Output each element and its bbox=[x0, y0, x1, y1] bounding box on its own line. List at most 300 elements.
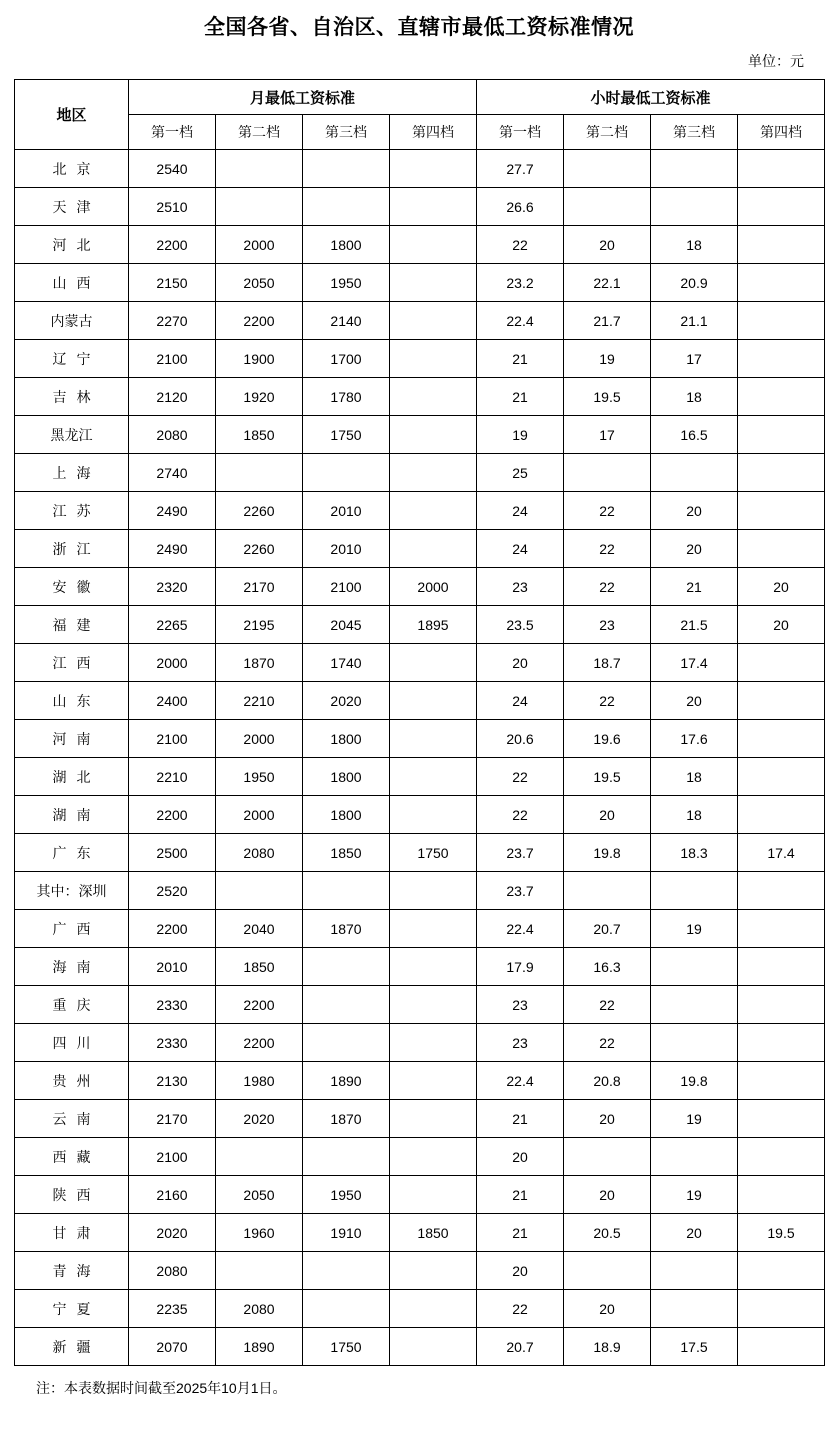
monthly-wage-cell: 1910 bbox=[303, 1214, 390, 1252]
monthly-wage-cell: 2080 bbox=[129, 1252, 216, 1290]
monthly-wage-cell: 2000 bbox=[216, 720, 303, 758]
hourly-wage-cell bbox=[564, 150, 651, 188]
hourly-wage-cell: 25 bbox=[477, 454, 564, 492]
monthly-wage-cell: 2200 bbox=[216, 302, 303, 340]
hourly-wage-cell bbox=[651, 872, 738, 910]
table-row bbox=[15, 644, 825, 682]
region-name: 天津 bbox=[52, 198, 101, 215]
monthly-wage-cell: 1960 bbox=[216, 1214, 303, 1252]
hourly-wage-cell: 20.6 bbox=[477, 720, 564, 758]
monthly-wage-cell bbox=[390, 1290, 477, 1328]
region-name-cell bbox=[15, 150, 129, 188]
monthly-wage-cell: 1750 bbox=[390, 834, 477, 872]
region-name-cell bbox=[15, 1138, 129, 1176]
region-name-cell bbox=[15, 948, 129, 986]
hourly-wage-cell: 20 bbox=[477, 644, 564, 682]
hourly-wage-cell: 22 bbox=[477, 796, 564, 834]
region-name-cell bbox=[15, 1214, 129, 1252]
hourly-wage-cell bbox=[738, 416, 825, 454]
hourly-wage-cell: 19 bbox=[651, 1176, 738, 1214]
hourly-wage-cell: 27.7 bbox=[477, 150, 564, 188]
hourly-wage-cell bbox=[738, 1290, 825, 1328]
table-row bbox=[15, 378, 825, 416]
monthly-wage-cell bbox=[303, 948, 390, 986]
table-row bbox=[15, 1214, 825, 1252]
region-name-cell bbox=[15, 1290, 129, 1328]
region-name: 湖北 bbox=[52, 768, 101, 785]
monthly-wage-cell: 2520 bbox=[129, 872, 216, 910]
region-name-cell bbox=[15, 796, 129, 834]
monthly-wage-cell: 2320 bbox=[129, 568, 216, 606]
hourly-wage-cell bbox=[651, 188, 738, 226]
monthly-wage-cell: 2170 bbox=[216, 568, 303, 606]
table-body bbox=[15, 150, 825, 1366]
region-name: 云南 bbox=[52, 1110, 101, 1127]
table-row bbox=[15, 530, 825, 568]
region-name-cell bbox=[15, 1176, 129, 1214]
region-name: 辽宁 bbox=[52, 350, 101, 367]
region-name-cell bbox=[15, 264, 129, 302]
region-name-cell bbox=[15, 378, 129, 416]
page-title: 全国各省、自治区、直辖市最低工资标准情况 bbox=[204, 16, 634, 39]
monthly-wage-cell: 2260 bbox=[216, 530, 303, 568]
hourly-wage-cell: 21 bbox=[477, 1176, 564, 1214]
region-name-cell bbox=[15, 1024, 129, 1062]
table-row bbox=[15, 986, 825, 1024]
hourly-wage-cell: 24 bbox=[477, 682, 564, 720]
hourly-wage-cell: 17 bbox=[651, 340, 738, 378]
monthly-wage-cell: 2100 bbox=[129, 340, 216, 378]
hourly-wage-cell bbox=[738, 454, 825, 492]
table-row bbox=[15, 302, 825, 340]
hourly-wage-cell: 22 bbox=[564, 1024, 651, 1062]
hourly-wage-cell: 18 bbox=[651, 796, 738, 834]
region-name: 广西 bbox=[52, 920, 101, 937]
region-name: 广东 bbox=[52, 844, 101, 861]
hourly-wage-cell bbox=[738, 1062, 825, 1100]
region-name-cell bbox=[15, 416, 129, 454]
hourly-wage-cell: 23 bbox=[477, 568, 564, 606]
region-name: 海南 bbox=[52, 958, 101, 975]
region-name: 福建 bbox=[52, 616, 101, 633]
monthly-wage-cell bbox=[390, 758, 477, 796]
region-name: 重庆 bbox=[52, 996, 101, 1013]
hourly-wage-cell: 19 bbox=[651, 910, 738, 948]
hourly-wage-cell: 21 bbox=[477, 1100, 564, 1138]
hourly-wage-cell bbox=[738, 492, 825, 530]
monthly-wage-cell: 2100 bbox=[303, 568, 390, 606]
region-name: 安徽 bbox=[52, 578, 101, 595]
monthly-wage-cell: 2010 bbox=[303, 492, 390, 530]
hourly-wage-cell: 19.8 bbox=[651, 1062, 738, 1100]
table-row bbox=[15, 454, 825, 492]
table-row bbox=[15, 682, 825, 720]
monthly-wage-cell bbox=[390, 302, 477, 340]
hourly-wage-cell: 19.5 bbox=[564, 758, 651, 796]
hourly-wage-cell: 22.1 bbox=[564, 264, 651, 302]
monthly-wage-cell bbox=[303, 872, 390, 910]
monthly-wage-cell: 2080 bbox=[216, 1290, 303, 1328]
table-header bbox=[15, 80, 825, 150]
hourly-wage-cell: 22 bbox=[564, 986, 651, 1024]
monthly-wage-cell bbox=[303, 1138, 390, 1176]
hourly-wage-cell: 22 bbox=[564, 492, 651, 530]
monthly-wage-cell: 2020 bbox=[216, 1100, 303, 1138]
column-header-hourly-level-4: 第四档 bbox=[738, 115, 825, 150]
monthly-wage-cell bbox=[216, 872, 303, 910]
table-row bbox=[15, 834, 825, 872]
monthly-wage-cell bbox=[303, 1252, 390, 1290]
monthly-wage-cell: 2050 bbox=[216, 1176, 303, 1214]
hourly-wage-cell: 20.7 bbox=[564, 910, 651, 948]
monthly-wage-cell: 1870 bbox=[216, 644, 303, 682]
hourly-wage-cell: 17 bbox=[564, 416, 651, 454]
hourly-wage-cell: 20 bbox=[564, 226, 651, 264]
monthly-wage-cell bbox=[303, 188, 390, 226]
monthly-wage-cell: 1870 bbox=[303, 910, 390, 948]
column-header-hourly-level-1: 第一档 bbox=[477, 115, 564, 150]
region-name: 四川 bbox=[52, 1034, 101, 1051]
region-name: 甘肃 bbox=[52, 1224, 101, 1241]
region-name-cell bbox=[15, 758, 129, 796]
region-name-cell bbox=[15, 226, 129, 264]
hourly-wage-cell bbox=[651, 948, 738, 986]
monthly-wage-cell: 2100 bbox=[129, 1138, 216, 1176]
region-name: 青海 bbox=[52, 1262, 101, 1279]
monthly-wage-cell bbox=[303, 150, 390, 188]
region-name-cell bbox=[15, 454, 129, 492]
hourly-wage-cell: 19 bbox=[651, 1100, 738, 1138]
hourly-wage-cell: 18 bbox=[651, 378, 738, 416]
monthly-wage-cell bbox=[390, 796, 477, 834]
region-name-cell bbox=[15, 606, 129, 644]
monthly-wage-cell: 2080 bbox=[216, 834, 303, 872]
region-name: 陕西 bbox=[52, 1186, 101, 1203]
table-row bbox=[15, 340, 825, 378]
region-name: 其中：深圳 bbox=[36, 882, 107, 899]
region-name: 新疆 bbox=[52, 1338, 101, 1355]
monthly-wage-cell bbox=[390, 1100, 477, 1138]
monthly-wage-cell: 1750 bbox=[303, 416, 390, 454]
region-name-cell bbox=[15, 910, 129, 948]
monthly-wage-cell: 2265 bbox=[129, 606, 216, 644]
monthly-wage-cell bbox=[390, 1252, 477, 1290]
monthly-wage-cell: 1780 bbox=[303, 378, 390, 416]
monthly-wage-cell: 2200 bbox=[129, 796, 216, 834]
monthly-wage-cell: 2270 bbox=[129, 302, 216, 340]
hourly-wage-cell: 20 bbox=[564, 1100, 651, 1138]
hourly-wage-cell: 20 bbox=[651, 492, 738, 530]
hourly-wage-cell bbox=[651, 986, 738, 1024]
region-name-cell bbox=[15, 1328, 129, 1366]
region-name-cell bbox=[15, 720, 129, 758]
monthly-wage-cell bbox=[390, 1176, 477, 1214]
hourly-wage-cell: 22 bbox=[564, 568, 651, 606]
table-row bbox=[15, 1176, 825, 1214]
hourly-wage-cell: 20 bbox=[477, 1252, 564, 1290]
hourly-wage-cell bbox=[738, 986, 825, 1024]
monthly-wage-cell: 2050 bbox=[216, 264, 303, 302]
monthly-wage-cell: 1700 bbox=[303, 340, 390, 378]
hourly-wage-cell bbox=[738, 1252, 825, 1290]
table-row bbox=[15, 720, 825, 758]
hourly-wage-cell: 21 bbox=[651, 568, 738, 606]
region-name-cell bbox=[15, 492, 129, 530]
region-name: 江苏 bbox=[52, 502, 101, 519]
hourly-wage-cell: 20.9 bbox=[651, 264, 738, 302]
hourly-wage-cell: 24 bbox=[477, 492, 564, 530]
hourly-wage-cell bbox=[564, 1138, 651, 1176]
hourly-wage-cell: 21 bbox=[477, 340, 564, 378]
hourly-wage-cell: 20 bbox=[738, 606, 825, 644]
monthly-wage-cell bbox=[390, 416, 477, 454]
monthly-wage-cell bbox=[216, 188, 303, 226]
monthly-wage-cell bbox=[303, 1290, 390, 1328]
table-row bbox=[15, 1252, 825, 1290]
monthly-wage-cell: 2045 bbox=[303, 606, 390, 644]
monthly-wage-cell: 2500 bbox=[129, 834, 216, 872]
region-name-cell bbox=[15, 530, 129, 568]
table-row bbox=[15, 226, 825, 264]
region-name: 内蒙古 bbox=[50, 312, 93, 329]
monthly-wage-cell: 1800 bbox=[303, 796, 390, 834]
region-name-cell bbox=[15, 872, 129, 910]
monthly-wage-cell: 2130 bbox=[129, 1062, 216, 1100]
monthly-wage-cell: 1950 bbox=[216, 758, 303, 796]
column-group-monthly: 月最低工资标准 bbox=[129, 80, 477, 115]
monthly-wage-cell: 1920 bbox=[216, 378, 303, 416]
region-name-cell bbox=[15, 1252, 129, 1290]
region-name-cell bbox=[15, 568, 129, 606]
region-name: 吉林 bbox=[52, 388, 101, 405]
hourly-wage-cell: 18 bbox=[651, 758, 738, 796]
hourly-wage-cell: 18 bbox=[651, 226, 738, 264]
monthly-wage-cell: 2210 bbox=[129, 758, 216, 796]
table-row bbox=[15, 150, 825, 188]
hourly-wage-cell: 21.7 bbox=[564, 302, 651, 340]
hourly-wage-cell bbox=[738, 910, 825, 948]
table-row bbox=[15, 1024, 825, 1062]
monthly-wage-cell: 1890 bbox=[216, 1328, 303, 1366]
hourly-wage-cell bbox=[651, 150, 738, 188]
hourly-wage-cell bbox=[738, 1328, 825, 1366]
monthly-wage-cell: 1800 bbox=[303, 226, 390, 264]
monthly-wage-cell: 2020 bbox=[129, 1214, 216, 1252]
monthly-wage-cell: 2140 bbox=[303, 302, 390, 340]
monthly-wage-cell: 2150 bbox=[129, 264, 216, 302]
monthly-wage-cell: 2210 bbox=[216, 682, 303, 720]
hourly-wage-cell bbox=[738, 1100, 825, 1138]
monthly-wage-cell: 1750 bbox=[303, 1328, 390, 1366]
hourly-wage-cell: 20 bbox=[651, 530, 738, 568]
monthly-wage-cell: 2000 bbox=[129, 644, 216, 682]
monthly-wage-cell: 1800 bbox=[303, 720, 390, 758]
monthly-wage-cell: 1890 bbox=[303, 1062, 390, 1100]
hourly-wage-cell bbox=[738, 948, 825, 986]
monthly-wage-cell: 2020 bbox=[303, 682, 390, 720]
monthly-wage-cell bbox=[390, 1138, 477, 1176]
column-header-monthly-level-2: 第二档 bbox=[216, 115, 303, 150]
monthly-wage-cell: 2490 bbox=[129, 492, 216, 530]
unit-label: 单位：元 bbox=[748, 53, 804, 70]
hourly-wage-cell: 20.7 bbox=[477, 1328, 564, 1366]
region-name: 黑龙江 bbox=[50, 426, 93, 443]
table-note: 注：本表数据时间截至2025年10月1日。 bbox=[36, 1380, 287, 1397]
hourly-wage-cell bbox=[738, 188, 825, 226]
monthly-wage-cell bbox=[390, 720, 477, 758]
monthly-wage-cell bbox=[390, 378, 477, 416]
hourly-wage-cell bbox=[738, 340, 825, 378]
monthly-wage-cell: 2400 bbox=[129, 682, 216, 720]
monthly-wage-cell: 2200 bbox=[129, 226, 216, 264]
hourly-wage-cell: 20 bbox=[564, 1290, 651, 1328]
monthly-wage-cell bbox=[390, 530, 477, 568]
column-header-monthly-level-4: 第四档 bbox=[390, 115, 477, 150]
region-name: 浙江 bbox=[52, 540, 101, 557]
monthly-wage-cell: 2260 bbox=[216, 492, 303, 530]
monthly-wage-cell bbox=[390, 1062, 477, 1100]
monthly-wage-cell bbox=[390, 644, 477, 682]
monthly-wage-cell bbox=[216, 1252, 303, 1290]
hourly-wage-cell: 21.1 bbox=[651, 302, 738, 340]
hourly-wage-cell bbox=[564, 188, 651, 226]
monthly-wage-cell bbox=[390, 188, 477, 226]
hourly-wage-cell: 20 bbox=[477, 1138, 564, 1176]
hourly-wage-cell: 19.8 bbox=[564, 834, 651, 872]
monthly-wage-cell: 1850 bbox=[216, 416, 303, 454]
hourly-wage-cell: 20.5 bbox=[564, 1214, 651, 1252]
hourly-wage-cell bbox=[738, 530, 825, 568]
hourly-wage-cell: 21 bbox=[477, 1214, 564, 1252]
hourly-wage-cell: 17.4 bbox=[651, 644, 738, 682]
monthly-wage-cell bbox=[390, 986, 477, 1024]
hourly-wage-cell bbox=[738, 796, 825, 834]
hourly-wage-cell: 22.4 bbox=[477, 1062, 564, 1100]
hourly-wage-cell bbox=[564, 872, 651, 910]
monthly-wage-cell bbox=[390, 682, 477, 720]
hourly-wage-cell bbox=[738, 378, 825, 416]
monthly-wage-cell bbox=[216, 1138, 303, 1176]
monthly-wage-cell: 2120 bbox=[129, 378, 216, 416]
column-header-monthly-level-3: 第三档 bbox=[303, 115, 390, 150]
hourly-wage-cell: 23 bbox=[477, 986, 564, 1024]
table-row bbox=[15, 188, 825, 226]
table-header-row-groups bbox=[15, 80, 825, 115]
table-row bbox=[15, 416, 825, 454]
monthly-wage-cell bbox=[390, 910, 477, 948]
table-row bbox=[15, 1100, 825, 1138]
hourly-wage-cell: 23.7 bbox=[477, 834, 564, 872]
hourly-wage-cell: 18.3 bbox=[651, 834, 738, 872]
monthly-wage-cell bbox=[390, 264, 477, 302]
table-row bbox=[15, 948, 825, 986]
monthly-wage-cell: 1850 bbox=[390, 1214, 477, 1252]
table-row bbox=[15, 568, 825, 606]
monthly-wage-cell: 2740 bbox=[129, 454, 216, 492]
hourly-wage-cell: 22.4 bbox=[477, 302, 564, 340]
minimum-wage-table bbox=[14, 79, 825, 1366]
hourly-wage-cell bbox=[738, 226, 825, 264]
table-row bbox=[15, 264, 825, 302]
monthly-wage-cell: 1950 bbox=[303, 1176, 390, 1214]
monthly-wage-cell: 2510 bbox=[129, 188, 216, 226]
hourly-wage-cell: 18.7 bbox=[564, 644, 651, 682]
region-name: 河南 bbox=[52, 730, 101, 747]
region-name: 山西 bbox=[52, 274, 101, 291]
region-name: 北京 bbox=[52, 160, 101, 177]
monthly-wage-cell: 2000 bbox=[390, 568, 477, 606]
monthly-wage-cell: 1900 bbox=[216, 340, 303, 378]
hourly-wage-cell: 23.7 bbox=[477, 872, 564, 910]
hourly-wage-cell: 19.6 bbox=[564, 720, 651, 758]
monthly-wage-cell: 2010 bbox=[129, 948, 216, 986]
monthly-wage-cell: 2200 bbox=[216, 986, 303, 1024]
monthly-wage-cell: 2200 bbox=[216, 1024, 303, 1062]
hourly-wage-cell: 17.5 bbox=[651, 1328, 738, 1366]
monthly-wage-cell: 2000 bbox=[216, 796, 303, 834]
hourly-wage-cell: 17.6 bbox=[651, 720, 738, 758]
monthly-wage-cell: 2330 bbox=[129, 1024, 216, 1062]
region-name-cell bbox=[15, 1062, 129, 1100]
hourly-wage-cell: 18.9 bbox=[564, 1328, 651, 1366]
hourly-wage-cell bbox=[738, 644, 825, 682]
table-row bbox=[15, 758, 825, 796]
region-name: 宁夏 bbox=[52, 1300, 101, 1317]
monthly-wage-cell: 2080 bbox=[129, 416, 216, 454]
hourly-wage-cell: 16.3 bbox=[564, 948, 651, 986]
monthly-wage-cell: 2160 bbox=[129, 1176, 216, 1214]
hourly-wage-cell: 23.5 bbox=[477, 606, 564, 644]
table-row bbox=[15, 796, 825, 834]
monthly-wage-cell: 1850 bbox=[303, 834, 390, 872]
hourly-wage-cell bbox=[651, 1024, 738, 1062]
monthly-wage-cell bbox=[390, 226, 477, 264]
hourly-wage-cell bbox=[738, 758, 825, 796]
monthly-wage-cell bbox=[390, 492, 477, 530]
hourly-wage-cell: 16.5 bbox=[651, 416, 738, 454]
hourly-wage-cell: 23.2 bbox=[477, 264, 564, 302]
hourly-wage-cell: 19.5 bbox=[738, 1214, 825, 1252]
table-row bbox=[15, 1328, 825, 1366]
monthly-wage-cell bbox=[303, 454, 390, 492]
column-group-hourly: 小时最低工资标准 bbox=[477, 80, 825, 115]
monthly-wage-cell bbox=[390, 150, 477, 188]
monthly-wage-cell: 1870 bbox=[303, 1100, 390, 1138]
hourly-wage-cell bbox=[738, 720, 825, 758]
hourly-wage-cell bbox=[738, 1176, 825, 1214]
monthly-wage-cell bbox=[390, 1024, 477, 1062]
monthly-wage-cell bbox=[303, 986, 390, 1024]
region-name: 山东 bbox=[52, 692, 101, 709]
monthly-wage-cell: 2070 bbox=[129, 1328, 216, 1366]
hourly-wage-cell bbox=[738, 150, 825, 188]
table-header-row-levels bbox=[15, 115, 825, 150]
region-name-cell bbox=[15, 682, 129, 720]
hourly-wage-cell: 22 bbox=[477, 758, 564, 796]
hourly-wage-cell: 20.8 bbox=[564, 1062, 651, 1100]
monthly-wage-cell: 1950 bbox=[303, 264, 390, 302]
monthly-wage-cell: 1895 bbox=[390, 606, 477, 644]
hourly-wage-cell bbox=[651, 1252, 738, 1290]
region-name-cell bbox=[15, 1100, 129, 1138]
monthly-wage-cell: 2010 bbox=[303, 530, 390, 568]
region-name-cell bbox=[15, 188, 129, 226]
monthly-wage-cell bbox=[390, 454, 477, 492]
region-name-cell bbox=[15, 340, 129, 378]
hourly-wage-cell bbox=[564, 454, 651, 492]
monthly-wage-cell: 2490 bbox=[129, 530, 216, 568]
hourly-wage-cell bbox=[651, 1290, 738, 1328]
